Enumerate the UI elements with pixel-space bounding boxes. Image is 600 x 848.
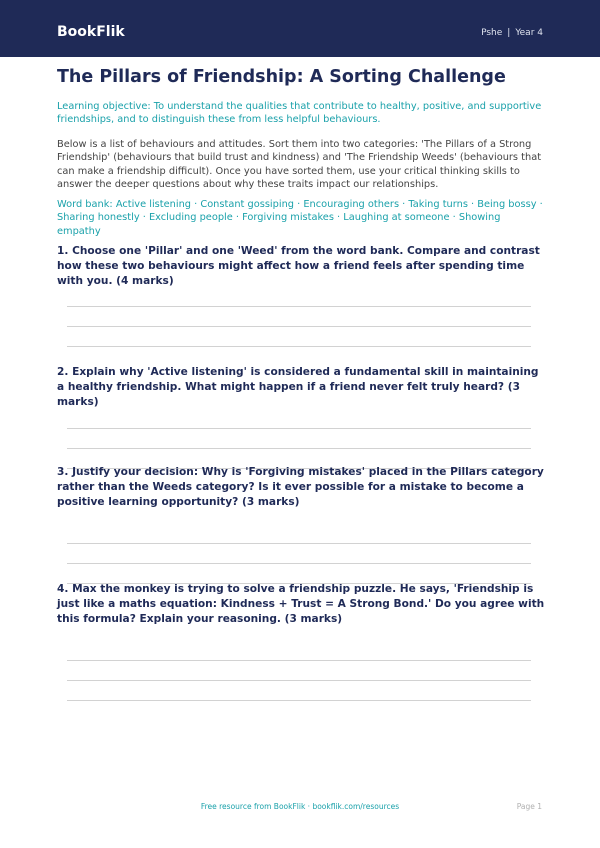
page-number: Page 1 [516,802,542,811]
page-header [0,0,600,57]
footer-text: Free resource from BookFlik · bookflik.com/resources [200,802,400,811]
answer-line[interactable] [67,346,531,347]
question-4: 4. Max the monkey is trying to solve a friendship puzzle. He says, 'Friendship is just like a maths equation: Kindness + Trust = A Strong Bond.' Do you agree with this formula? Explain your reasoning. (3 marks) [57,583,545,625]
brand-logo: BookFlik [57,24,125,40]
question-2: 2. Explain why 'Active listening' is considered a fundamental skill in maintaining a healthy friendship. What might happen if a friend never felt truly heard? (3 marks) [57,366,539,408]
answer-line[interactable] [67,680,531,681]
answer-line[interactable] [67,563,531,564]
header-meta [481,27,543,39]
meta-separator: | [507,28,511,38]
question-3: 3. Justify your decision: Why is 'Forgiving mistakes' placed in the Pillars category rather than the Weeds category? Is it ever possible for a mistake to become a positive learning opportunity? (3 marks) [57,466,544,508]
answer-line[interactable] [67,448,531,449]
answer-line[interactable] [67,326,531,327]
intro-instructions: Below is a list of behaviours and attitudes. Sort them into two categories: 'The Pillars of a Strong Friendship' (behaviours that build trust and kindness) and 'The Friendship Weeds' (behaviours that can make a friendship difficult). Once you have sorted them, use your critical thinking skills to answer the deeper questions about why these traits impact our relationships. [57,139,542,191]
answer-line[interactable] [67,428,531,429]
answer-line[interactable] [67,543,531,544]
answer-line[interactable] [67,660,531,661]
year-label: Year 4 [515,28,543,38]
answer-line[interactable] [67,306,531,307]
question-1: 1. Choose one 'Pillar' and one 'Weed' from the word bank. Compare and contrast how these two behaviours might affect how a friend feels after spending time with you. (4 marks) [57,245,540,287]
worksheet-title: The Pillars of Friendship: A Sorting Challenge [57,67,506,87]
word-bank: Word bank: Active listening · Constant gossiping · Encouraging others · Taking turns · Being bossy · Sharing honestly · Excluding people · Forgiving mistakes · Laughing at someone · Showing empathy [57,199,543,237]
subject-label: Pshe [481,28,503,38]
learning-objective: Learning objective: To understand the qualities that contribute to healthy, positive, and supportive friendships, and to distinguish these from less helpful behaviours. [57,101,542,126]
answer-line[interactable] [67,700,531,701]
